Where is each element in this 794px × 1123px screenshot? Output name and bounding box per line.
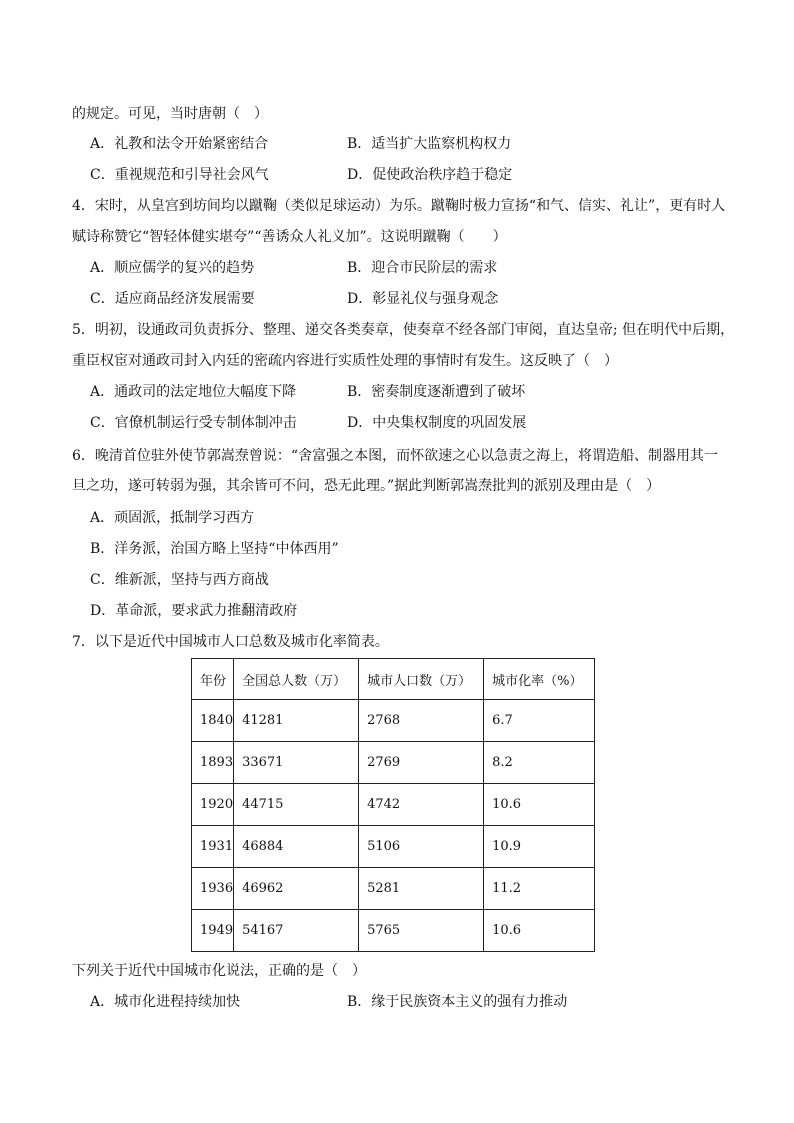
table-cell-total: 46884 bbox=[234, 826, 359, 868]
q5-option-b: B．密奏制度逐渐遭到了破坏 bbox=[347, 384, 526, 400]
q3-stem-tail: 的规定。可见，当时唐朝（ ） bbox=[72, 106, 268, 122]
table-row bbox=[192, 910, 595, 952]
q6-stem-line2: 旦之功，遂可转弱为强，其余皆可不问，恐无此理。”据此判断郭嵩焘批判的派别及理由是（ ） bbox=[72, 478, 661, 494]
table-cell-rate: 8.2 bbox=[484, 742, 595, 784]
table-cell-rate: 11.2 bbox=[484, 868, 595, 910]
table-cell-total: 33671 bbox=[234, 742, 359, 784]
table-row bbox=[192, 784, 595, 826]
table-cell-year: 1936 bbox=[192, 868, 234, 910]
q6-option-d: D．革命派，要求武力推翻清政府 bbox=[90, 603, 298, 619]
table-cell-total: 54167 bbox=[234, 910, 359, 952]
q4-stem-line2: 赋诗称赞它“智轻体健实堪夸”“善诱众人礼义加”。这说明蹴鞠（ ） bbox=[72, 229, 507, 245]
q4-option-c: C．适应商品经济发展需要 bbox=[90, 291, 255, 307]
q3-option-b: B．适当扩大监察机构权力 bbox=[347, 136, 512, 152]
q6-option-a: A．顽固派，抵制学习西方 bbox=[90, 510, 255, 526]
table-cell-rate: 10.6 bbox=[484, 784, 595, 826]
table-cell-rate: 10.6 bbox=[484, 910, 595, 952]
q4-stem-line1: 4．宋时，从皇宫到坊间均以蹴鞠（类似足球运动）为乐。蹴鞠时极力宣扬“和气、信实、礼让”，更有时人 bbox=[72, 198, 726, 214]
table-cell-urban: 2768 bbox=[359, 700, 484, 742]
table-header-urbanization-rate: 城市化率（%） bbox=[484, 659, 595, 700]
q7-stem-line1: 7．以下是近代中国城市人口总数及城市化率简表。 bbox=[72, 634, 389, 650]
table-header-year: 年份 bbox=[192, 659, 234, 700]
table-cell-urban: 5281 bbox=[359, 868, 484, 910]
q6-option-b: B．洋务派，治国方略上坚持“中体西用” bbox=[90, 541, 339, 557]
table-cell-rate: 6.7 bbox=[484, 700, 595, 742]
q5-stem-line2: 重臣权宦对通政司封入内廷的密疏内容进行实质性处理的事情时有发生。这反映了（ ） bbox=[72, 353, 618, 369]
q6-option-c: C．维新派，坚持与西方商战 bbox=[90, 572, 269, 588]
table-cell-rate: 10.9 bbox=[484, 826, 595, 868]
table-header-total-population: 全国总人数（万） bbox=[234, 659, 359, 700]
table-cell-total: 41281 bbox=[234, 700, 359, 742]
table-row bbox=[192, 700, 595, 742]
q3-option-d: D．促使政治秩序趋于稳定 bbox=[347, 167, 513, 183]
table-cell-year: 1920 bbox=[192, 784, 234, 826]
q5-option-a: A．通政司的法定地位大幅度下降 bbox=[90, 384, 297, 400]
q6-stem-line1: 6．晚清首位驻外使节郭嵩焘曾说：“舍富强之本图，而怀欲速之心以急责之海上，将谓造船、制器用其一 bbox=[72, 448, 719, 464]
urbanization-table bbox=[191, 658, 595, 952]
table-cell-year: 1840 bbox=[192, 700, 234, 742]
table-cell-year: 1949 bbox=[192, 910, 234, 952]
q5-stem-line1: 5．明初，设通政司负责拆分、整理、递交各类奏章，使奏章不经各部门审阅，直达皇帝; 但在明代中后期， bbox=[72, 322, 735, 338]
q7-option-b: B．缘于民族资本主义的强有力推动 bbox=[347, 994, 568, 1010]
q5-option-c: C．官僚机制运行受专制体制冲击 bbox=[90, 415, 297, 431]
table-row bbox=[192, 826, 595, 868]
q7-question: 下列关于近代中国城市化说法，正确的是（ ） bbox=[72, 963, 366, 979]
table-row bbox=[192, 742, 595, 784]
q4-option-a: A．顺应儒学的复兴的趋势 bbox=[90, 260, 255, 276]
q4-option-b: B．迎合市民阶层的需求 bbox=[347, 260, 498, 276]
table-cell-year: 1931 bbox=[192, 826, 234, 868]
q5-option-d: D．中央集权制度的巩固发展 bbox=[347, 415, 527, 431]
table-row bbox=[192, 868, 595, 910]
q4-option-d: D．彰显礼仪与强身观念 bbox=[347, 291, 499, 307]
table-cell-urban: 4742 bbox=[359, 784, 484, 826]
table-header-urban-population: 城市人口数（万） bbox=[359, 659, 484, 700]
table-cell-total: 46962 bbox=[234, 868, 359, 910]
table-cell-total: 44715 bbox=[234, 784, 359, 826]
q3-option-c: C．重视规范和引导社会风气 bbox=[90, 167, 269, 183]
q7-option-a: A．城市化进程持续加快 bbox=[90, 994, 241, 1010]
table-header-row bbox=[192, 659, 595, 700]
q3-option-a: A．礼教和法令开始紧密结合 bbox=[90, 136, 269, 152]
table-cell-year: 1893 bbox=[192, 742, 234, 784]
table-cell-urban: 2769 bbox=[359, 742, 484, 784]
table-cell-urban: 5106 bbox=[359, 826, 484, 868]
table-cell-urban: 5765 bbox=[359, 910, 484, 952]
